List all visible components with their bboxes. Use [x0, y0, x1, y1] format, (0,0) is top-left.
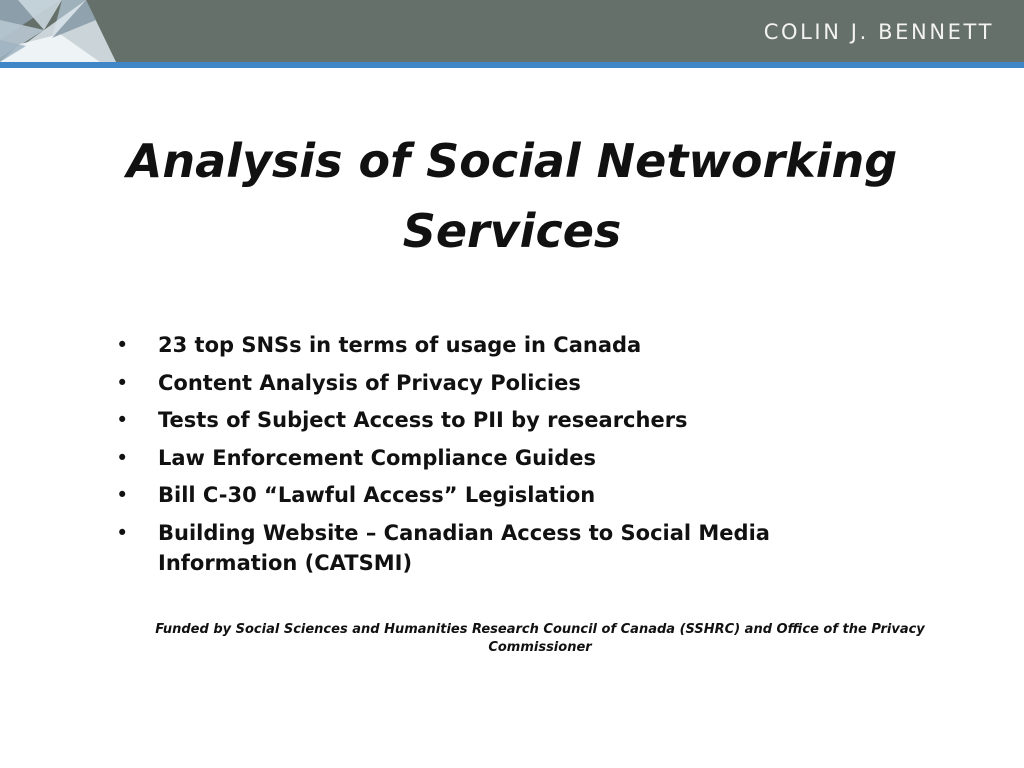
bullet-marker: • [116, 408, 129, 432]
bullet-text: Content Analysis of Privacy Policies [158, 370, 581, 395]
bullet-list [116, 330, 876, 585]
header-accent-stripe [0, 62, 1024, 68]
bullet-text: Tests of Subject Access to PII by researchers [158, 408, 688, 432]
bullet-text: Law Enforcement Compliance Guides [158, 445, 597, 470]
bullet-text: 23 top SNSs in terms of usage in Canada [158, 333, 642, 357]
funding-footnote: Funded by Social Sciences and Humanities Research Council of Canada (SSHRC) and Office of the Privacy Commissioner [155, 622, 925, 655]
bullet-item [116, 518, 876, 578]
bullet-marker: • [116, 370, 129, 395]
presenter-name: COLIN J. BENNETT [763, 20, 994, 44]
bullet-text: Bill C-30 “Lawful Access” Legislation [158, 483, 596, 507]
slide-title: Analysis of Social Networking Services [126, 134, 898, 258]
bullet-item [116, 480, 876, 510]
bullet-item [116, 405, 876, 435]
bullet-text: Building Website – Canadian Access to Social Media Information (CATSMI) [158, 520, 770, 575]
bullet-item [116, 330, 876, 360]
bullet-marker: • [116, 445, 129, 470]
bullet-marker: • [116, 520, 129, 545]
crystal-shard-logo-icon [0, 0, 120, 68]
bullet-marker: • [116, 333, 129, 357]
bullet-item [116, 443, 876, 473]
bullet-item [116, 368, 876, 398]
bullet-marker: • [116, 483, 129, 507]
